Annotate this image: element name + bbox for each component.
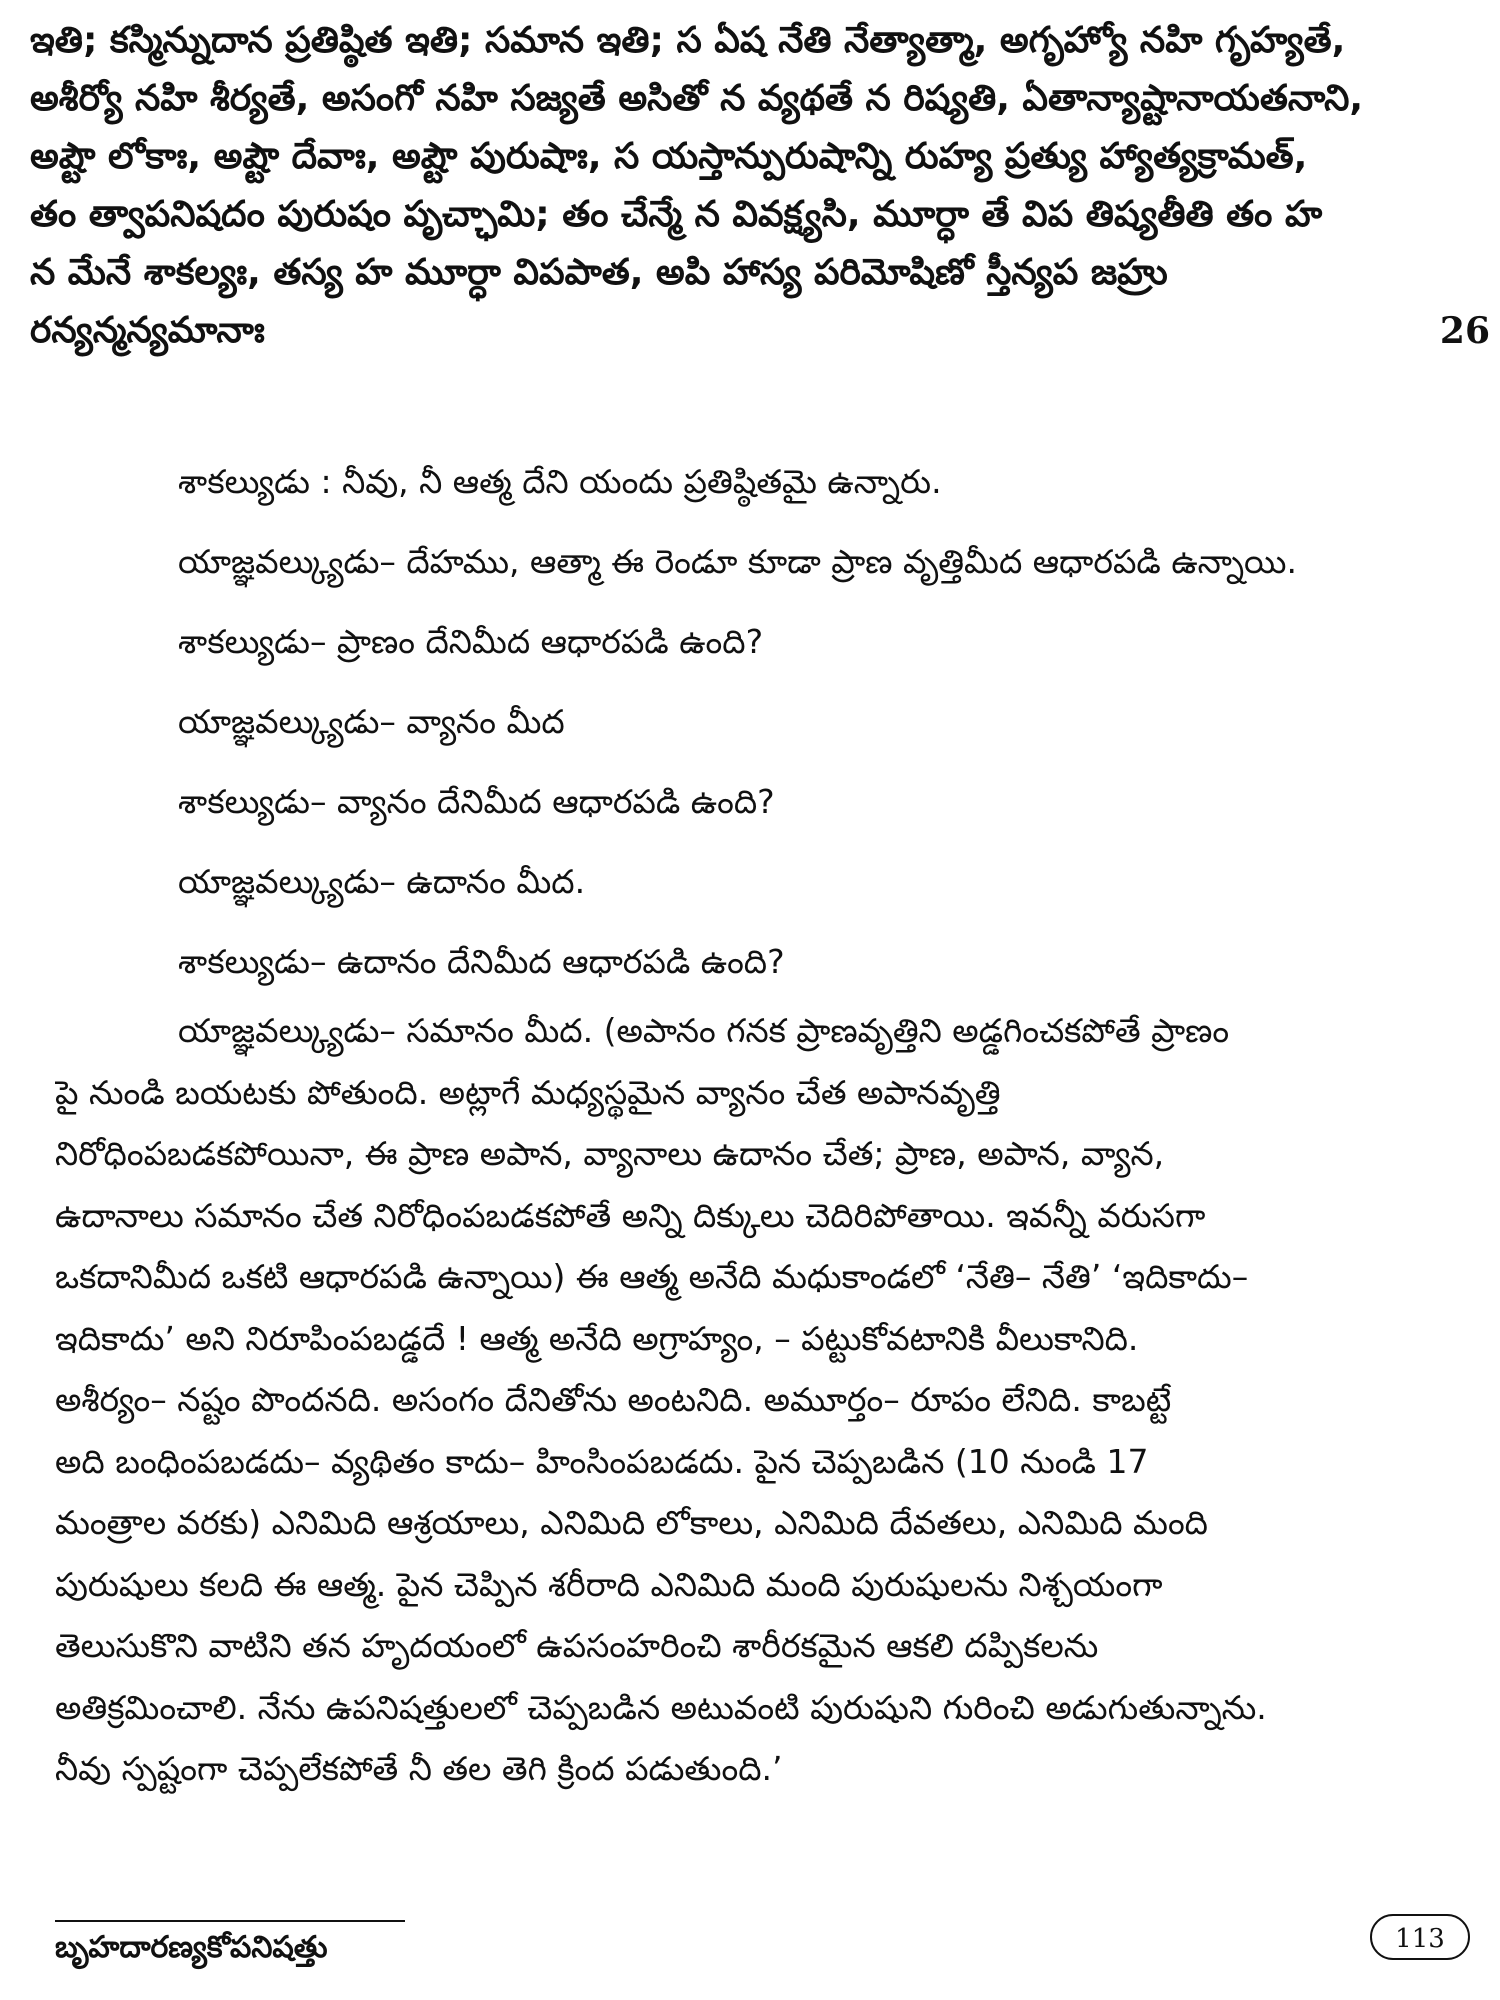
paragraph-line: అతిక్రమించాలి. నేను ఉపనిషత్తులలో చెప్పబడిన అటువంటి పురుషుని గురించి అడుగుతున్నాను. (55, 1687, 1267, 1727)
dialogue-line: శాకల్యుడు : నీవు, నీ ఆత్మ దేని యందు ప్రతిష్ఠితమై ఉన్నారు. (178, 462, 942, 501)
paragraph-line: నిరోధింపబడకపోయినా, ఈ ప్రాణ అపాన, వ్యానాలు ఉదానం చేత; ప్రాణ, అపాన, వ్యాన, (55, 1134, 1165, 1173)
dialogue-line: యాజ్ఞవల్క్యుడు– ఉదానం మీద. (178, 862, 586, 901)
verse-line: ఇతి; కస్మిన్నుదాన ప్రతిష్ఠిత ఇతి; సమాన ఇతి; స ఏష నేతి నేత్యాత్మా, అగృహ్యో నహి గృహ్యతే, (30, 20, 1346, 61)
dialogue-line: శాకల్యుడు– వ్యానం దేనిమీద ఆధారపడి ఉంది? (178, 782, 775, 821)
footer-book-title: బృహదారణ్యకోపనిషత్తు (55, 1930, 328, 1965)
verse-number: 26 (1439, 310, 1490, 352)
paragraph-line: అది బంధింపబడదు– వ్యథితం కాదు– హింసింపబడదు. పైన చెప్పబడిన (10 నుండి 17 (55, 1441, 1149, 1481)
paragraph-line: ఒకదానిమీద ఒకటి ఆధారపడి ఉన్నాయి) ఈ ఆత్మ అనేది మధుకాండలో ‘నేతి– నేతి’ ‘ఇదికాదు– (55, 1257, 1249, 1296)
paragraph-line: మంత్రాల వరకు) ఎనిమిది ఆశ్రయాలు, ఎనిమిది లోకాలు, ఎనిమిది దేవతలు, ఎనిమిది మంది (55, 1503, 1208, 1542)
sanskrit-verse (30, 12, 1490, 360)
dialogue-line: యాజ్ఞవల్క్యుడు– వ్యానం మీద (178, 702, 565, 741)
paragraph-line: పై నుండి బయటకు పోతుంది. అట్లాగే మధ్యస్థమైన వ్యానం చేత అపానవృత్తి (55, 1072, 1001, 1112)
dialogue-block (178, 442, 1478, 1002)
paragraph-line: నీవు స్పష్టంగా చెప్పలేకపోతే నీ తల తెగి క్రింద పడుతుంది.’ (55, 1749, 783, 1788)
footer-divider (55, 1920, 405, 1922)
dialogue-line: శాకల్యుడు– ప్రాణం దేనిమీద ఆధారపడి ఉంది? (178, 622, 764, 661)
dialogue-line: శాకల్యుడు– ఉదానం దేనిమీద ఆధారపడి ఉంది? (178, 942, 785, 981)
verse-line: తం త్వాపనిషదం పురుషం పృచ్ఛామి; తం చేన్మే న వివక్ష్యసి, మూర్ధా తే విప తిష్యతీతి తం హ (30, 194, 1323, 235)
paragraph-line: అశీర్యం– నష్టం పొందనది. అసంగం దేనితోను అంటనిది. అమూర్తం– రూపం లేనిది. కాబట్టే (55, 1380, 1172, 1419)
commentary-paragraph (55, 1000, 1490, 1800)
paragraph-line: పురుషులు కలది ఈ ఆత్మ. పైన చెప్పిన శరీరాది ఎనిమిది మంది పురుషులను నిశ్చయంగా (55, 1564, 1163, 1604)
paragraph-line: తెలుసుకొని వాటిని తన హృదయంలో ఉపసంహరించి శారీరకమైన ఆకలి దప్పికలను (55, 1626, 1099, 1665)
page-number-badge: 113 (1370, 1914, 1470, 1960)
dialogue-line: యాజ్ఞవల్క్యుడు– దేహము, ఆత్మా ఈ రెండూ కూడా ప్రాణ వృత్తిమీద ఆధారపడి ఉన్నాయి. (178, 542, 1297, 581)
paragraph-line: ఉదానాలు సమానం చేత నిరోధింపబడకపోతే అన్ని దిక్కులు చెదిరిపోతాయి. ఇవన్నీ వరుసగా (55, 1195, 1206, 1235)
paragraph-line: యాజ్ఞవల్క్యుడు– సమానం మీద. (అపానం గనక ప్రాణవృత్తిని అడ్డగించకపోతే ప్రాణం (178, 1011, 1230, 1050)
verse-line: అష్టౌ లోకాః, అష్టౌ దేవాః, అష్టౌ పురుషాః, స యస్తాన్పురుషాన్ని రుహ్య ప్రత్యు హ్యాత్యక్రామత్, (30, 136, 1308, 177)
verse-line: న మేనే శాకల్యః, తస్య హ మూర్ధా విపపాత, అపి హాస్య పరిమోషిణో స్తీన్యప జహ్రు (30, 252, 1168, 293)
paragraph-line: ఇదికాదు’ అని నిరూపింపబడ్డదే ! ఆత్మ అనేది అగ్రాహ్యం, – పట్టుకోవటానికి వీలుకానిది. (55, 1318, 1139, 1358)
verse-line: రన్యన్మన్యమానాః (30, 310, 265, 351)
verse-line: అశీర్యో నహి శీర్యతే, అసంగో నహి సజ్యతే అసితో న వ్యథతే న రిష్యతి, ఏతాన్యాష్టానాయతనాని, (30, 78, 1364, 119)
